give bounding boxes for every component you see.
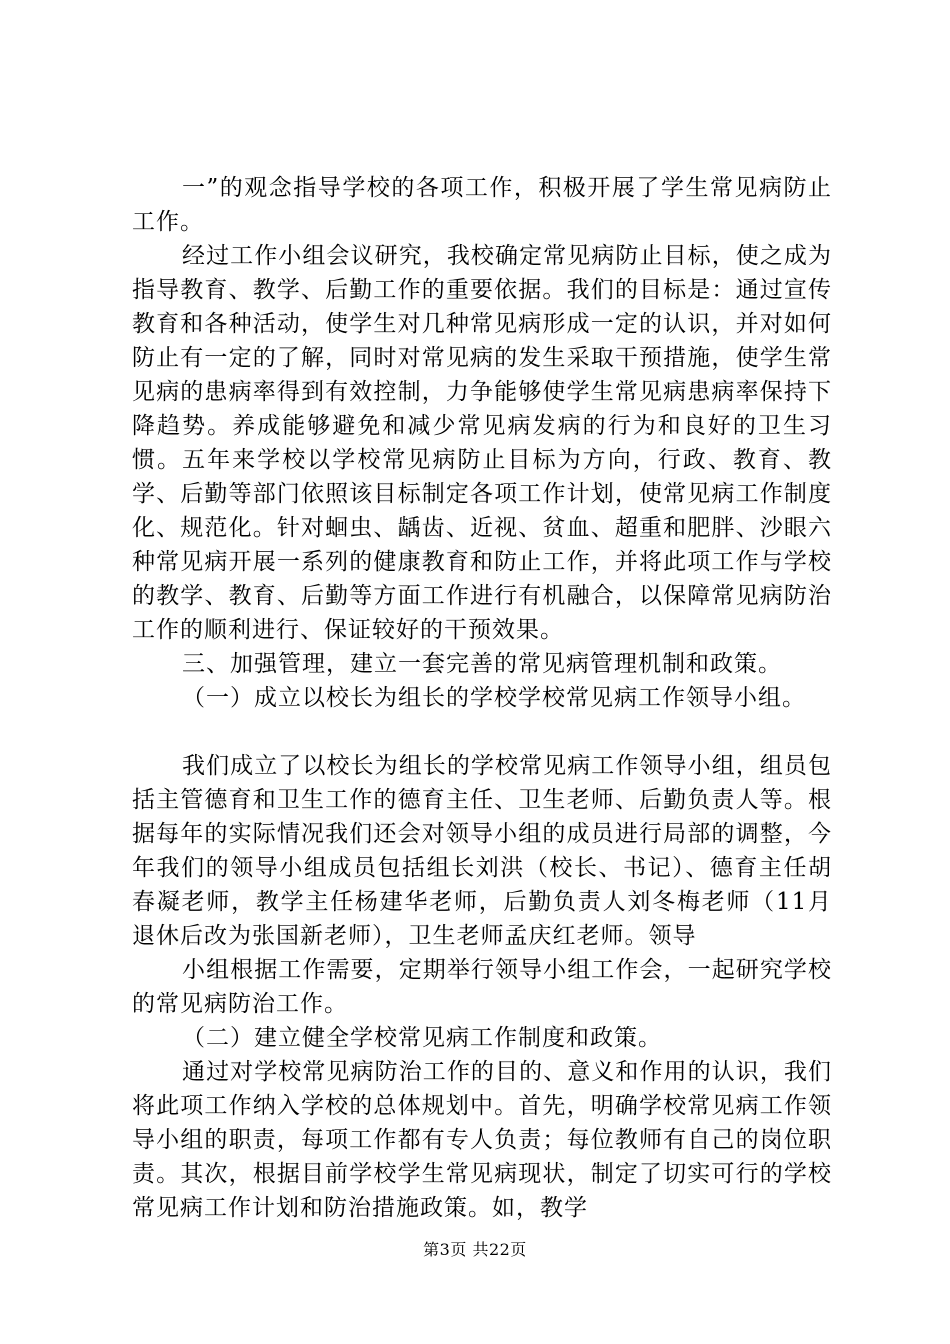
paragraph-leadership-group: 我们成立了以校长为组长的学校常见病工作领导小组，组员包括主管德育和卫生工作的德育主任、卫生老师、后勤负责人等。根据每年的实际情况我们还会对领导小组的成员进行局部的调整，今年我们的领导小组成员包括组长刘洪（校长、书记）、德育主任胡春凝老师，教学主任杨建华老师，后勤负责人刘冬梅老师（11月退休后改为张国新老师），卫生老师孟庆红老师。领导 <box>132 753 832 949</box>
document-body <box>132 171 832 1225</box>
subheading-rules-and-policies: （二）建立健全学校常见病工作制度和政策。 <box>182 1025 662 1051</box>
page-number-footer: 第3页 共22页 <box>423 1240 527 1259</box>
section-heading-management: 三、加强管理，建立一套完善的常见病管理机制和政策。 <box>182 651 782 677</box>
subheading-leadership-group: （一）成立以校长为组长的学校学校常见病工作领导小组。 <box>182 685 806 711</box>
paragraph-rules-and-policies: 通过对学校常见病防治工作的目的、意义和作用的认识，我们将此项工作纳入学校的总体规划中。首先，明确学校常见病工作领导小组的职责，每项工作都有专人负责；每位教师有自己的岗位职责。其次，根据目前学校学生常见病现状，制定了切实可行的学校常见病工作计划和防治措施政策。如，教学 <box>132 1059 832 1221</box>
paragraph-prevention-goals: 经过工作小组会议研究，我校确定常见病防止目标，使之成为指导教育、教学、后勤工作的重要依据。我们的目标是：通过宣传教育和各种活动，使学生对几种常见病形成一定的认识，并对如何防止有一定的了解，同时对常见病的发生采取干预措施，使学生常见病的患病率得到有效控制，力争能够使学生常见病患病率保持下降趋势。养成能够避免和减少常见病发病的行为和良好的卫生习惯。五年来学校以学校常见病防止目标为方向，行政、教育、教学、后勤等部门依照该目标制定各项工作计划，使常见病工作制度化、规范化。针对蛔虫、龋齿、近视、贫血、超重和肥胖、沙眼六种常见病开展一系列的健康教育和防止工作，并将此项工作与学校的教学、教育、后勤等方面工作进行有机融合，以保障常见病防治工作的顺利进行、保证较好的干预效果。 <box>132 243 832 643</box>
paragraph-leadership-meetings: 小组根据工作需要，定期举行领导小组工作会，一起研究学校的常见病防治工作。 <box>132 957 832 1017</box>
paragraph-intro-continuation: 一”的观念指导学校的各项工作，积极开展了学生常见病防止工作。 <box>132 175 832 235</box>
